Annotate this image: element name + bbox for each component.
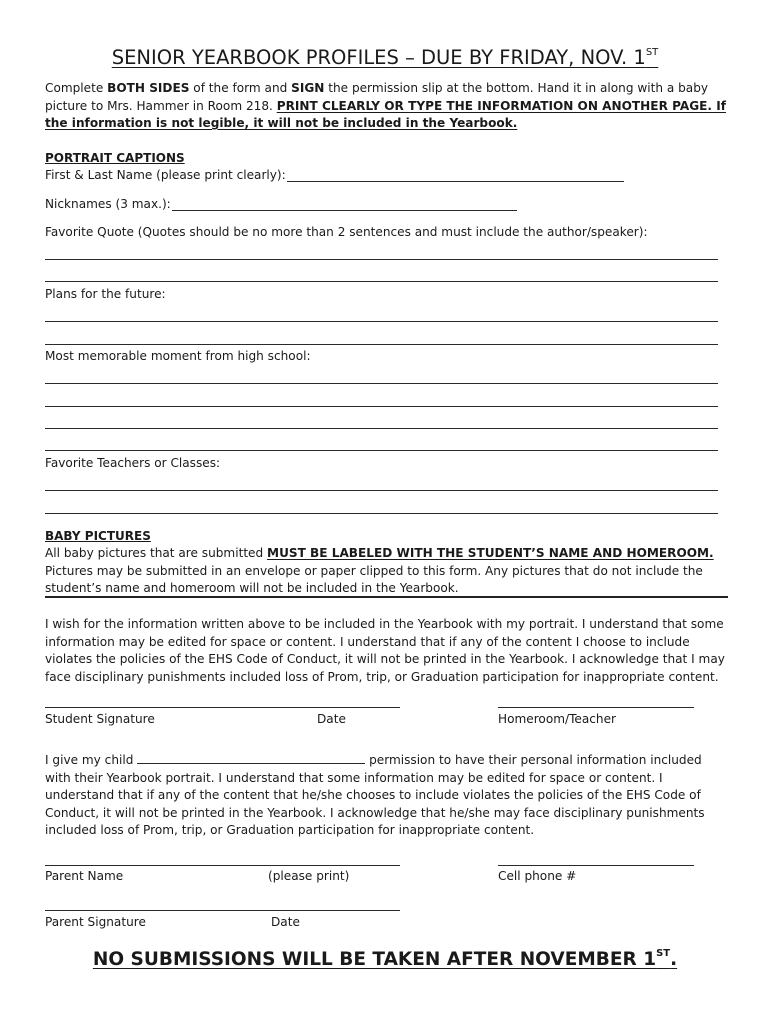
intro-text-1: Complete	[45, 81, 108, 95]
favorite-teachers-label: Favorite Teachers or Classes:	[45, 456, 221, 470]
intro-paragraph	[45, 80, 730, 133]
page-title	[0, 46, 770, 69]
parent-text-1: I give my child	[45, 753, 138, 767]
deadline-period: .	[670, 949, 678, 970]
memorable-line-2[interactable]	[45, 406, 718, 407]
student-date-label: Date	[317, 712, 346, 726]
parent-consent-paragraph	[45, 751, 730, 840]
parent-name-line[interactable]	[45, 865, 400, 866]
parent-signature-label: Parent Signature	[45, 915, 146, 929]
parent-text-2: permission to have their personal information included with their Yearbook portrait. I understand that some information may be edited for space or content. I understand that if any of the content that he/she chooses to include violates the policies of the EHS Code of Conduct, it will not be printed in the Yearbook. I acknowledge that he/she may face disciplinary punishments included loss of Prom, trip, or Graduation participation for inappropriate content.	[45, 753, 705, 837]
plans-line-2[interactable]	[45, 344, 718, 345]
cell-phone-label: Cell phone #	[498, 869, 577, 883]
title-text: SENIOR YEARBOOK PROFILES – DUE BY FRIDAY, NOV. 1	[111, 46, 646, 69]
please-print-label: (please print)	[268, 869, 350, 883]
student-signature-label: Student Signature	[45, 712, 155, 726]
parent-name-label: Parent Name	[45, 869, 124, 883]
deadline-text: NO SUBMISSIONS WILL BE TAKEN AFTER NOVEMBER 1	[92, 949, 657, 970]
intro-text-2: of the form and	[189, 81, 292, 95]
plans-line-1[interactable]	[45, 321, 718, 322]
plans-label: Plans for the future:	[45, 287, 166, 301]
portrait-captions-heading: PORTRAIT CAPTIONS	[45, 151, 185, 165]
title-superscript: ST	[645, 47, 659, 58]
teachers-line-1[interactable]	[45, 490, 718, 491]
baby-pictures-paragraph	[45, 545, 730, 598]
child-name-field[interactable]	[137, 751, 365, 764]
deadline-notice	[0, 948, 770, 970]
intro-text-3: the permission slip at the bottom. Hand it in along with a baby picture to Mrs. Hammer in Room 218.	[45, 81, 709, 113]
nicknames-label: Nicknames (3 max.):	[45, 197, 171, 211]
student-signature-line[interactable]	[45, 707, 400, 708]
homeroom-teacher-line[interactable]	[498, 707, 694, 708]
quote-line-2[interactable]	[45, 281, 718, 282]
memorable-line-3[interactable]	[45, 428, 718, 429]
parent-date-label: Date	[271, 915, 300, 929]
favorite-quote-label: Favorite Quote (Quotes should be no more than 2 sentences and must include the author/speaker):	[45, 225, 648, 239]
intro-bold-sign: SIGN	[291, 81, 325, 95]
memorable-line-1[interactable]	[45, 383, 718, 384]
intro-bold-both-sides: BOTH SIDES	[107, 81, 190, 95]
teachers-line-2[interactable]	[45, 513, 718, 514]
baby-text-2: Pictures may be submitted in an envelope or paper clipped to this form. Any pictures that do not include the student’s name and homeroom will not be included in the Yearbook.	[45, 563, 703, 595]
first-last-name-field[interactable]	[287, 181, 624, 182]
baby-pictures-heading: BABY PICTURES	[45, 529, 151, 543]
cell-phone-line[interactable]	[498, 865, 694, 866]
section-divider	[45, 596, 728, 598]
parent-signature-line[interactable]	[45, 910, 400, 911]
intro-warning: PRINT CLEARLY OR TYPE THE INFORMATION ON ANOTHER PAGE. If the information is not legible, it will not be included in the Yearbook.	[45, 98, 726, 130]
memorable-moment-label: Most memorable moment from high school:	[45, 349, 311, 363]
homeroom-teacher-label: Homeroom/Teacher	[498, 712, 616, 726]
baby-bold-label-rule: MUST BE LABELED WITH THE STUDENT’S NAME AND HOMEROOM.	[267, 546, 714, 560]
student-consent-paragraph: I wish for the information written above to be included in the Yearbook with my portrait. I understand that some information may be edited for space or content. I understand that if any of the content I choose to include violates the policies of the EHS Code of Conduct, it will not be printed in the Yearbook. I acknowledge that I may face disciplinary punishments included loss of Prom, trip, or Graduation participation for inappropriate content.	[45, 617, 725, 684]
first-last-name-label: First & Last Name (please print clearly):	[45, 168, 286, 182]
quote-line-1[interactable]	[45, 259, 718, 260]
memorable-line-4[interactable]	[45, 450, 718, 451]
nicknames-field[interactable]	[172, 210, 517, 211]
deadline-superscript: ST	[656, 948, 671, 959]
baby-text-1: All baby pictures that are submitted	[45, 546, 268, 560]
